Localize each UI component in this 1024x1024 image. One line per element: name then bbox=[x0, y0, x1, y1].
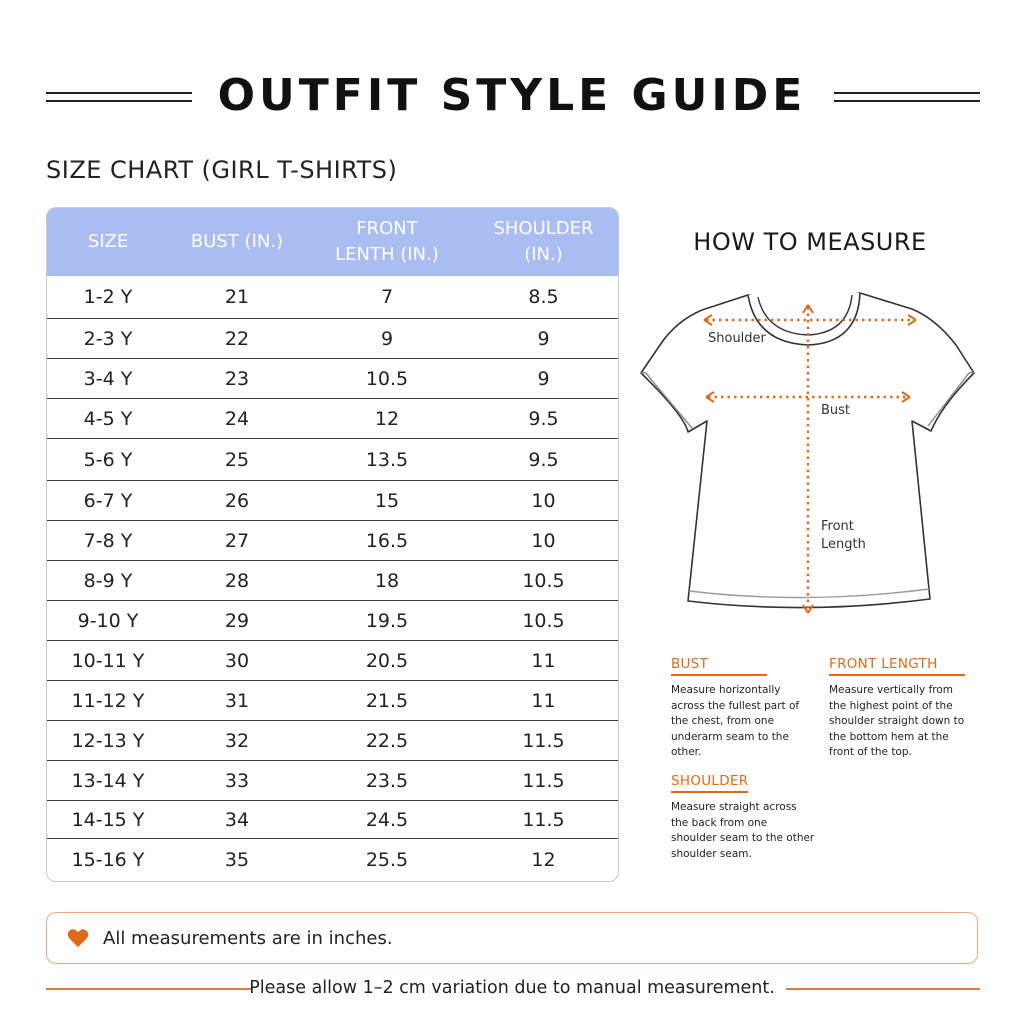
cell-shoulder: 8.5 bbox=[528, 286, 559, 308]
table-header bbox=[47, 208, 618, 276]
cell-front-length: 10.5 bbox=[365, 367, 409, 390]
cell-shoulder: 10.5 bbox=[522, 569, 565, 592]
table-row bbox=[47, 760, 618, 800]
cell-shoulder: 11.5 bbox=[522, 808, 565, 831]
cell-front-length: 15 bbox=[374, 489, 400, 512]
info-line-text: the back from one bbox=[671, 816, 768, 829]
cell-size: 13-14 Y bbox=[71, 769, 145, 792]
cell-shoulder: 10 bbox=[531, 529, 556, 552]
cell-front-length: 24.5 bbox=[365, 808, 409, 831]
cell-bust: 35 bbox=[224, 848, 250, 871]
label-front-line1: Front bbox=[821, 519, 854, 534]
cell-bust: 34 bbox=[224, 808, 250, 831]
cell-size: 7-8 Y bbox=[83, 529, 133, 552]
cell-size: 4-5 Y bbox=[83, 407, 133, 430]
col-front-length bbox=[305, 216, 469, 268]
cell-shoulder: 9.5 bbox=[528, 448, 559, 471]
col-front-line1: FRONT bbox=[356, 218, 418, 239]
cell-bust: 27 bbox=[224, 529, 250, 552]
info-line-text: shoulder seam. bbox=[671, 847, 752, 860]
cell-size: 12-13 Y bbox=[71, 729, 145, 752]
cell-front-length: 22.5 bbox=[365, 729, 409, 752]
measurement-note bbox=[46, 912, 978, 964]
front-length-heading: FRONT LENGTH bbox=[829, 656, 938, 672]
size-table bbox=[46, 207, 619, 882]
cell-shoulder: 11 bbox=[531, 689, 556, 712]
cell-size: 1-2 Y bbox=[83, 286, 133, 308]
cell-shoulder: 10 bbox=[531, 489, 556, 512]
table-row bbox=[47, 358, 618, 398]
cell-size: 9-10 Y bbox=[77, 609, 139, 632]
info-line-text: the chest, from one bbox=[671, 715, 775, 727]
bust-text bbox=[671, 683, 811, 761]
info-line-text: shoulder seam to the other bbox=[671, 832, 815, 844]
cell-shoulder: 11.5 bbox=[522, 729, 565, 752]
cell-front-length: 12 bbox=[374, 407, 400, 430]
footer-line-right bbox=[786, 988, 980, 990]
cell-bust: 26 bbox=[224, 489, 250, 512]
cell-size: 15-16 Y bbox=[71, 848, 145, 871]
how-to-measure-title: HOW TO MEASURE bbox=[693, 228, 927, 256]
page-title: OUTFIT STYLE GUIDE bbox=[217, 70, 807, 121]
front-length-heading-line bbox=[829, 674, 965, 676]
bust-heading: BUST bbox=[671, 656, 709, 672]
info-line-text: underarm seam to the bbox=[671, 730, 789, 743]
cell-bust: 21 bbox=[224, 286, 250, 308]
col-shoulder-line2: (IN.) bbox=[524, 244, 563, 265]
title-rule-right bbox=[834, 92, 980, 102]
tshirt-diagram bbox=[636, 285, 980, 620]
cell-shoulder: 9 bbox=[537, 327, 550, 350]
cell-front-length: 9 bbox=[380, 327, 394, 350]
cell-size: 5-6 Y bbox=[83, 448, 133, 471]
label-front-line2: Length bbox=[821, 537, 866, 552]
cell-bust: 22 bbox=[224, 327, 250, 350]
info-line-text: Measure vertically from bbox=[829, 684, 954, 696]
cell-front-length: 21.5 bbox=[365, 689, 409, 712]
cell-bust: 24 bbox=[224, 407, 250, 430]
bust-heading-line bbox=[671, 674, 767, 676]
cell-shoulder: 12 bbox=[531, 848, 556, 871]
cell-front-length: 16.5 bbox=[365, 529, 409, 552]
cell-bust: 30 bbox=[224, 649, 250, 672]
front-length-info bbox=[829, 656, 979, 761]
shoulder-info bbox=[671, 773, 821, 862]
table-row bbox=[47, 438, 618, 480]
cell-front-length: 20.5 bbox=[365, 649, 409, 672]
table-row bbox=[47, 600, 618, 640]
col-shoulder-line1: SHOULDER bbox=[493, 218, 594, 239]
table-row bbox=[47, 640, 618, 680]
info-line-text: Measure horizontally bbox=[671, 684, 781, 696]
cell-bust: 28 bbox=[224, 569, 250, 592]
cell-size: 2-3 Y bbox=[83, 327, 133, 350]
info-line-text: the highest point of the bbox=[829, 699, 953, 712]
cell-bust: 23 bbox=[224, 367, 250, 390]
cell-bust: 25 bbox=[224, 448, 250, 471]
shoulder-text bbox=[671, 800, 821, 862]
cell-size: 8-9 Y bbox=[83, 569, 133, 592]
info-line-text: shoulder straight down to bbox=[829, 715, 965, 727]
cell-shoulder: 11.5 bbox=[522, 769, 565, 792]
cell-front-length: 13.5 bbox=[365, 448, 409, 471]
cell-size: 3-4 Y bbox=[83, 367, 133, 390]
size-chart-title: SIZE CHART (GIRL T-SHIRTS) bbox=[46, 156, 398, 184]
cell-size: 14-15 Y bbox=[71, 808, 145, 831]
info-line-text: Measure straight across bbox=[671, 801, 797, 813]
table-row bbox=[47, 398, 618, 438]
table-row bbox=[47, 720, 618, 760]
cell-front-length: 23.5 bbox=[365, 769, 409, 792]
info-line-text: front of the top. bbox=[829, 746, 912, 758]
shoulder-heading: SHOULDER bbox=[671, 773, 749, 789]
cell-size: 10-11 Y bbox=[71, 649, 145, 672]
info-line-text: other. bbox=[671, 746, 702, 758]
cell-front-length: 25.5 bbox=[365, 848, 409, 871]
shoulder-heading-line bbox=[671, 791, 748, 793]
col-shoulder bbox=[469, 216, 618, 268]
bust-info bbox=[671, 656, 811, 761]
cell-bust: 32 bbox=[224, 729, 250, 752]
footer-text: Please allow 1–2 cm variation due to manual measurement. bbox=[249, 978, 775, 998]
cell-front-length: 7 bbox=[380, 286, 394, 308]
cell-shoulder: 9.5 bbox=[528, 407, 559, 430]
info-line-text: the bottom hem at the bbox=[829, 730, 949, 743]
table-row bbox=[47, 318, 618, 358]
cell-shoulder: 11 bbox=[531, 649, 556, 672]
heart-icon bbox=[67, 928, 89, 948]
table-row bbox=[47, 838, 618, 880]
cell-shoulder: 10.5 bbox=[522, 609, 565, 632]
label-bust: Bust bbox=[821, 403, 851, 418]
cell-size: 6-7 Y bbox=[83, 489, 133, 512]
table-row bbox=[47, 800, 618, 838]
table-body bbox=[47, 276, 618, 880]
table-row bbox=[47, 560, 618, 600]
cell-front-length: 18 bbox=[374, 569, 400, 592]
table-row bbox=[47, 480, 618, 520]
cell-bust: 33 bbox=[224, 769, 250, 792]
cell-size: 11-12 Y bbox=[71, 689, 145, 712]
col-bust: BUST (IN.) bbox=[190, 231, 284, 252]
col-front-line2: LENTH (IN.) bbox=[335, 244, 439, 265]
table-row bbox=[47, 520, 618, 560]
cell-shoulder: 9 bbox=[537, 367, 550, 390]
cell-bust: 29 bbox=[224, 609, 250, 632]
info-line-text: across the fullest part of bbox=[671, 699, 800, 712]
label-shoulder: Shoulder bbox=[708, 331, 766, 346]
cell-bust: 31 bbox=[224, 689, 250, 712]
col-size: SIZE bbox=[87, 231, 129, 252]
cell-front-length: 19.5 bbox=[365, 609, 409, 632]
note-text: All measurements are in inches. bbox=[103, 927, 393, 949]
table-row bbox=[47, 276, 618, 318]
table-row bbox=[47, 680, 618, 720]
front-length-text bbox=[829, 683, 979, 761]
